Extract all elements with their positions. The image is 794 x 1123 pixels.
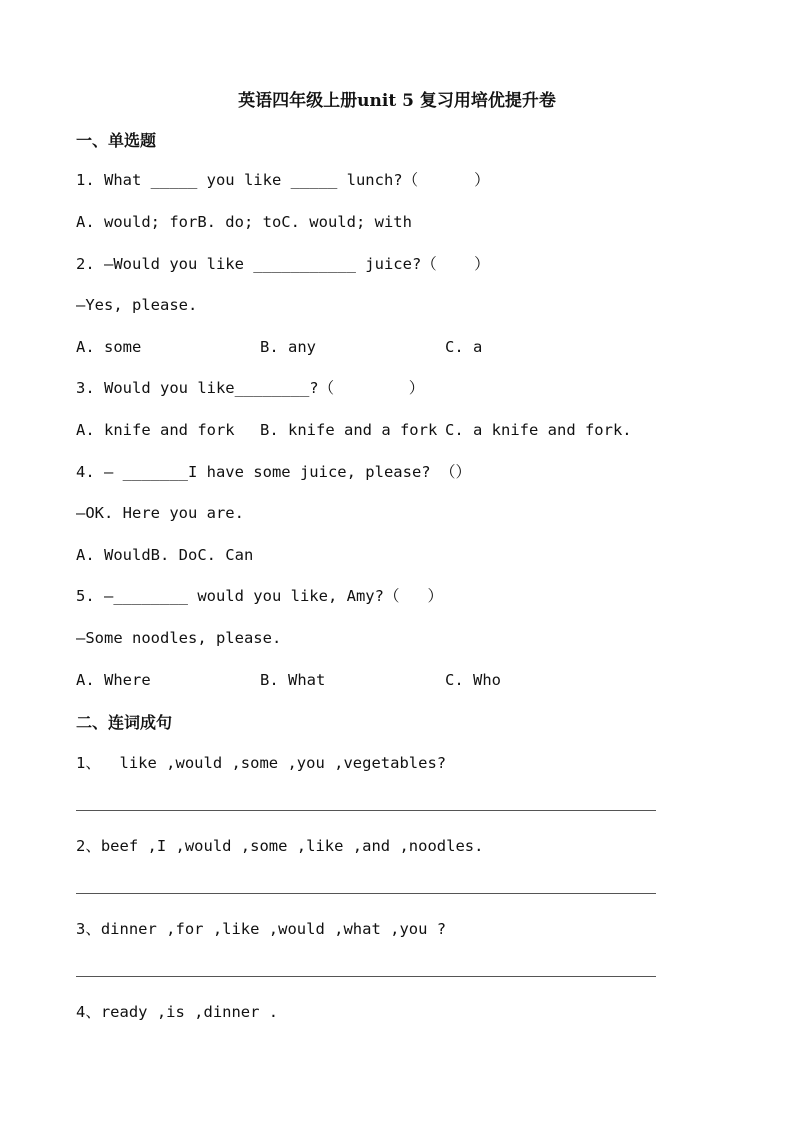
question-5-option-c: C. Who <box>445 671 501 689</box>
question-5: 5. —________ would you like, Amy?（ ） <box>76 587 443 605</box>
section-heading-sentence-building: 二、连词成句 <box>76 713 173 732</box>
question-2-option-c: C. a <box>445 338 483 356</box>
answer-line-3[interactable] <box>76 976 656 977</box>
section-heading-multiple-choice: 一、单选题 <box>76 131 157 150</box>
question-4: 4. — _______I have some juice, please? （） <box>76 463 471 481</box>
question-2-option-b: B. any <box>260 338 316 356</box>
question-3-option-c: C. a knife and fork. <box>445 421 632 439</box>
page-title: 英语四年级上册unit 5 复习用培优提升卷 <box>238 91 556 111</box>
sentence-item-3: 3、dinner ,for ,like ,would ,what ,you ? <box>76 920 447 938</box>
question-5-option-b: B. What <box>260 671 326 689</box>
question-5-option-a: A. Where <box>76 671 151 689</box>
answer-line-1[interactable] <box>76 810 656 811</box>
sentence-item-4: 4、ready ,is ,dinner . <box>76 1003 279 1021</box>
question-4-reply: —OK. Here you are. <box>76 504 244 522</box>
question-2-reply: —Yes, please. <box>76 296 198 314</box>
question-5-reply: —Some noodles, please. <box>76 629 282 647</box>
question-2: 2. —Would you like ___________ juice?（ ） <box>76 255 490 273</box>
question-3-option-b: B. knife and a fork <box>260 421 438 439</box>
question-1-options: A. would; forB. do; toC. would; with <box>76 213 412 231</box>
question-3: 3. Would you like________?（ ） <box>76 379 425 397</box>
question-2-option-a: A. some <box>76 338 142 356</box>
sentence-item-2: 2、beef ,I ,would ,some ,like ,and ,noodles. <box>76 837 484 855</box>
sentence-item-1: 1、 like ,would ,some ,you ,vegetables? <box>76 754 447 772</box>
question-1: 1. What _____ you like _____ lunch?（ ） <box>76 171 490 189</box>
question-4-options: A. WouldB. DoC. Can <box>76 546 254 564</box>
question-3-option-a: A. knife and fork <box>76 421 235 439</box>
answer-line-2[interactable] <box>76 893 656 894</box>
